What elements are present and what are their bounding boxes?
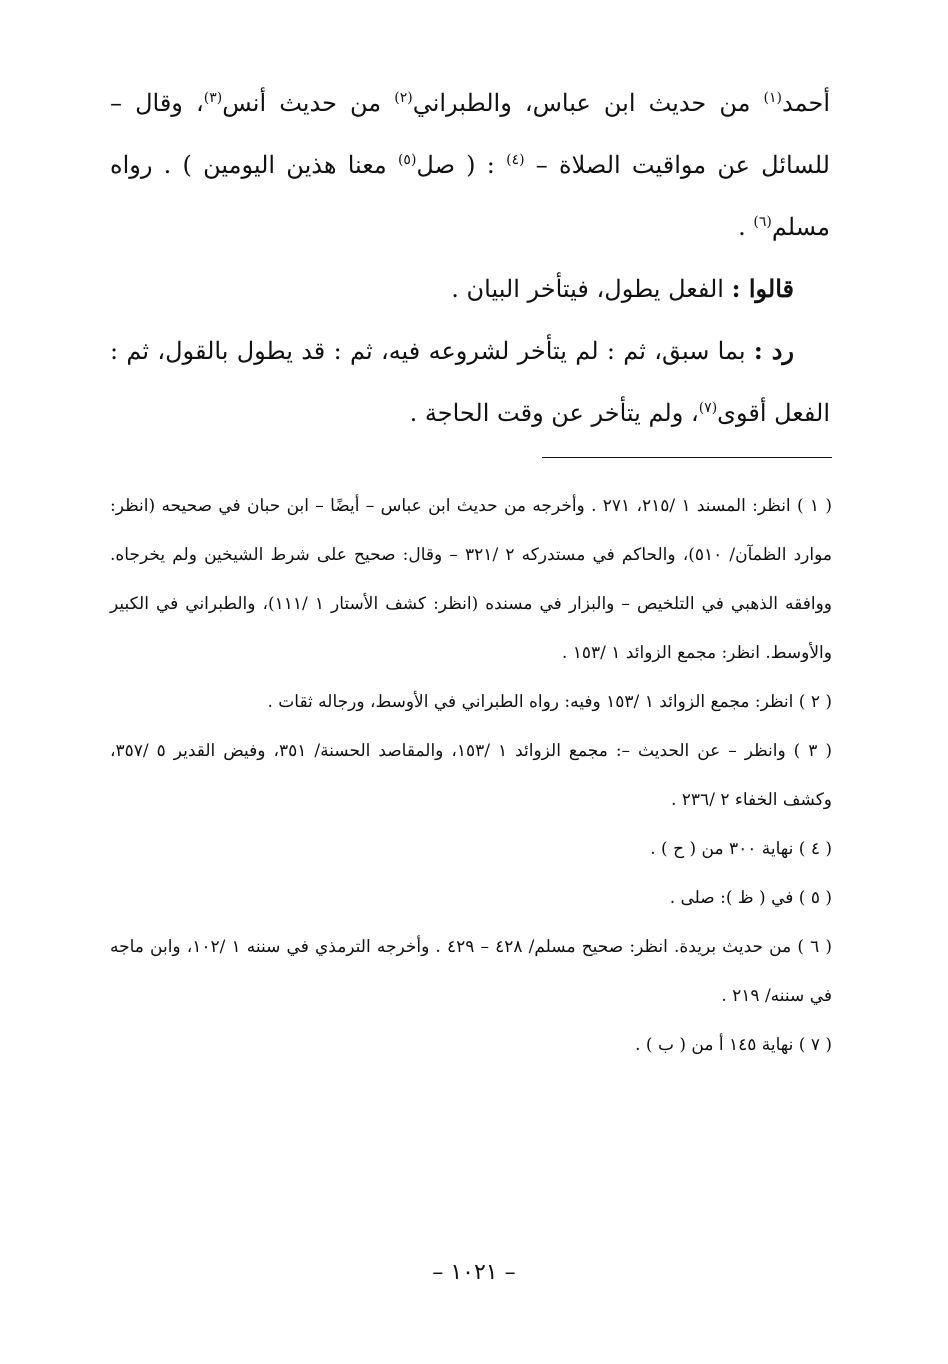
reply-label: رد : xyxy=(753,336,794,365)
footnote-1: ( ١ ) انظر: المسند ١ /٢١٥، ٢٧١ . وأخرجه من حديث ابن عباس – أيضًا – ابن حبان في صحيحه (انظر: موارد الظمآن/ ٥١٠)، والحاكم في مستدركه ٢ /٣٢١ – وقال: صحيح على شرط الشيخين ولم يخرجاه. ووافقه الذهبي في التلخيص – والبزار في مسنده (انظر: كشف الأستار ١ /١١١)، والطبراني في الكبير والأوسط. انظر: مجمع الزوائد ١ /١٥٣ . xyxy=(110,496,833,663)
objection-label: قالوا : xyxy=(731,274,794,303)
text-run: ، ولم يتأخر عن وقت الحاجة . xyxy=(409,399,699,427)
footnotes xyxy=(110,482,832,1070)
footnote-separator xyxy=(542,457,832,458)
text-run: من حديث أنس xyxy=(222,89,395,117)
footnote-ref-3: (٣) xyxy=(203,90,223,106)
paragraph-3 xyxy=(110,320,830,444)
text-run: الفعل يطول، فيتأخر البيان . xyxy=(451,275,732,303)
text-run: ، وقال – للسائل عن مواقيت الصلاة – xyxy=(110,89,830,179)
main-text xyxy=(110,72,830,444)
footnote-3: ( ٣ ) وانظر – عن الحديث –: مجمع الزوائد ١ /١٥٣، والمقاصد الحسنة/ ٣٥١، وفيض القدير ٥ /٣٥٧، وكشف الخفاء ٢ /٢٣٦ . xyxy=(110,741,833,810)
footnote-7: ( ٧ ) نهاية ١٤٥ أ من ( ب ) . xyxy=(635,1035,832,1055)
footnote-ref-6: (٦) xyxy=(753,214,772,230)
footnote-ref-1: (١) xyxy=(763,90,783,106)
footnote-ref-5: (٥) xyxy=(397,152,417,168)
footnote-2: ( ٢ ) انظر: مجمع الزوائد ١ /١٥٣ وفيه: رواه الطبراني في الأوسط، ورجاله ثقات . xyxy=(267,692,832,712)
footnote-6: ( ٦ ) من حديث بريدة. انظر: صحيح مسلم/ ٤٢٨ – ٤٢٩ . وأخرجه الترمذي في سننه ١ /١٠٢، وابن ماجه في سننه/ ٢١٩ . xyxy=(110,937,832,1006)
footnote-5: ( ٥ ) في ( ظ ): صلى . xyxy=(669,888,832,908)
footnote-ref-2: (٢) xyxy=(394,90,413,106)
text-run: . xyxy=(738,213,754,241)
text-run: : ( صل xyxy=(416,151,507,179)
paragraph-2 xyxy=(110,258,830,320)
footnote-4: ( ٤ ) نهاية ٣٠٠ من ( ح ) . xyxy=(650,839,832,859)
paragraph-1 xyxy=(110,72,830,258)
text-run: من حديث ابن عباس، والطبراني xyxy=(412,89,764,117)
text-run: بما سبق، ثم : لم يتأخر لشروعه فيه، ثم : قد يطول بالقول، ثم : الفعل أقوى xyxy=(110,337,830,427)
text-run: أحمد xyxy=(782,89,830,117)
text-run: معنا هذين اليومين ) . رواه مسلم xyxy=(110,151,830,241)
footnote-ref-7: (٧) xyxy=(698,400,718,416)
page-number: – ١٠٢١ – xyxy=(432,1260,516,1285)
footnote-ref-4: (٤) xyxy=(506,152,525,168)
